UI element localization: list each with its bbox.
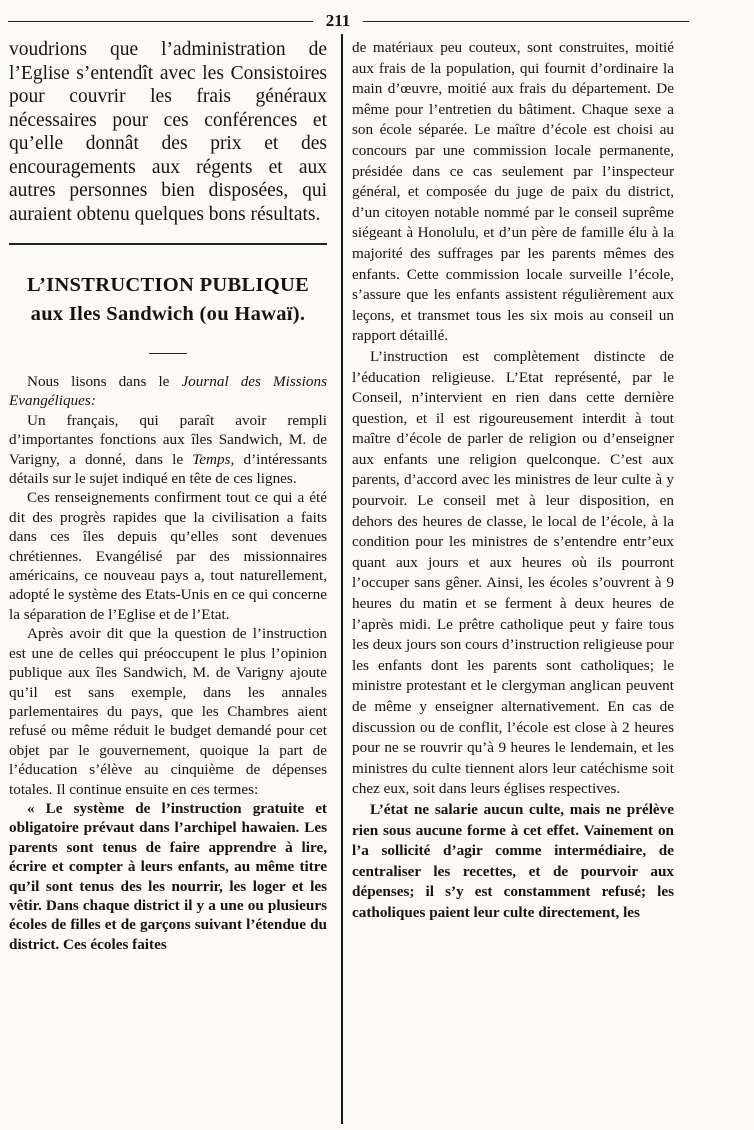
opening-paragraph: voudrions que l’administration de l’Eglise s’entendît avec les Consistoires pour couvrir les frais généraux nécessaires pour ces conférences et qu’elle donnât des prix et des encouragements aux régents et aux autres personnes bien disposées, qui auraient obtenu quelques bons résultats. bbox=[9, 39, 327, 225]
right-column bbox=[352, 38, 674, 924]
page-number: 211 bbox=[325, 11, 351, 30]
article-subtitle: aux Iles Sandwich (ou Hawaï). bbox=[30, 303, 306, 325]
paragraph-renseignements: Ces renseignements confirment tout ce qui a été dit des progrès rapides que la civilisation a faits dans ces îles depuis qu’elles sont devenues chrétiennes. Evangélisé par des missionnaires américains, ce nouveau pays a, tout naturellement, adopté le système des Etats-Unis en ce qui concerne la séparation de l’Eglise et de l’Etat. bbox=[9, 489, 327, 623]
paragraph-varigny-lead: Un français, qui paraît avoir rempli d’importantes fonctions aux îles Sandwich, M. de Varigny, a donné, dans le bbox=[9, 411, 327, 468]
paragraph-religion: L’instruction est complètement distincte de l’éducation religieuse. L’Etat représenté, par le Conseil, n’intervient en rien dans cette dernière question, et il est rigoureusement interdit à tout maître d’école de parler de religion ou d’enseigner aux enfants une religion quelconque. C’est aux parents, d’accord avec les ministres de leur culte à y pourvoir. Le conseil met à leur disposition, en dehors des heures de classe, le local de l’école, à la condition pour les ministres de s’entendre entr’eux quant aux jours et aux heures où ils pourront l’occuper sans gêner. Ainsi, les écoles s’ouvrent à 9 heures du matin et se ferment à deux heures de l’après midi. Le prêtre catholique peut y faire tous les deux jours son cours d’instruction religieuse pour les enfants dont les parents sont catholiques; le ministre protestant et le clergyman anglican peuvent de même y enseigner alternativement. En cas de discussion ou de conflit, l’école est close à 2 heures pour ne se rouvrir qu’à 9 heures le lendemain, et les ministres du culte tiennent alors leur catéchisme soit chez eux, soit dans leurs églises respectives. bbox=[352, 347, 674, 798]
intro-lead: Nous lisons dans le bbox=[27, 373, 182, 390]
intro-paragraph bbox=[9, 372, 327, 411]
paragraph-varigny bbox=[9, 411, 327, 489]
page-header bbox=[8, 10, 746, 34]
paragraph-question: Après avoir dit que la question de l’instruction est une de celles qui préoccupent le plus l’opinion publique aux îles Sandwich, M. de Varigny ajoute qu’il est sans exemple, dans les annales parlementaires du pays, que les Chambres aient refusé ou même réduit le budget demandé pour cet objet par le gouvernement, quoique la part de l’éducation s’élève au cinquième de dépenses totales. Il continue ensuite en ces termes: bbox=[9, 625, 327, 798]
column-divider bbox=[341, 34, 343, 1124]
quote-paragraph: « Le système de l’instruction gratuite et obligatoire prévaut dans l’archipel hawaien. Les parents sont tenus de faire apprendre à lire, écrire et compter à leurs enfants, au même titre qu’il sont tenus des les nourrir, les loger et les vêtir. Dans chaque district il y a une ou plusieurs écoles de filles et de garçons suivant l’étendue du district. Ces écoles faites bbox=[9, 799, 327, 953]
header-rule-right bbox=[363, 21, 689, 22]
paragraph-varigny-tail: d’intéressants détails sur le sujet indiqué en tête de ces lignes. bbox=[9, 450, 327, 488]
journal-title: Journal des Missions Evangéliques: bbox=[9, 373, 327, 410]
paragraph-ecoles: de matériaux peu couteux, sont construites, moitié aux frais de la population, qui fournit d’ordinaire la main d’œuvre, moitié aux frais du département. De même pour l’entretien du bâtiment. Chaque sexe a son école séparée. Le maître d’école est choisi au concours par une commission locale permanente, présidée dans ce cas seulement par l’inspecteur général, et composée du juge de paix du district, d’un citoyen notable nommé par le conseil suprême siégeant à Honolulu, et d’un père de famille élu à la majorité des suffrages par les parents mêmes des enfants. Cette commission locale surveille l’école, s’assure que les enfants assistent régulièrement aux leçons, et transmet tous les six mois au conseil un rapport détaillé. bbox=[352, 39, 674, 345]
newspaper-title: Temps, bbox=[192, 450, 235, 468]
header-rule-left bbox=[8, 21, 313, 22]
paragraph-salaire: L’état ne salarie aucun culte, mais ne prélève rien sous aucune forme à cet effet. Vainement on l’a sollicité d’agir comme intermédiaire, de centraliser les recettes, et de pourvoir aux dépenses; il s’y est constamment refusé; les catholiques paient leur culte directement, les bbox=[352, 800, 674, 921]
title-rule bbox=[149, 353, 187, 354]
article-title: L’INSTRUCTION PUBLIQUE bbox=[26, 274, 310, 296]
section-divider bbox=[9, 243, 327, 245]
left-column bbox=[9, 38, 327, 954]
